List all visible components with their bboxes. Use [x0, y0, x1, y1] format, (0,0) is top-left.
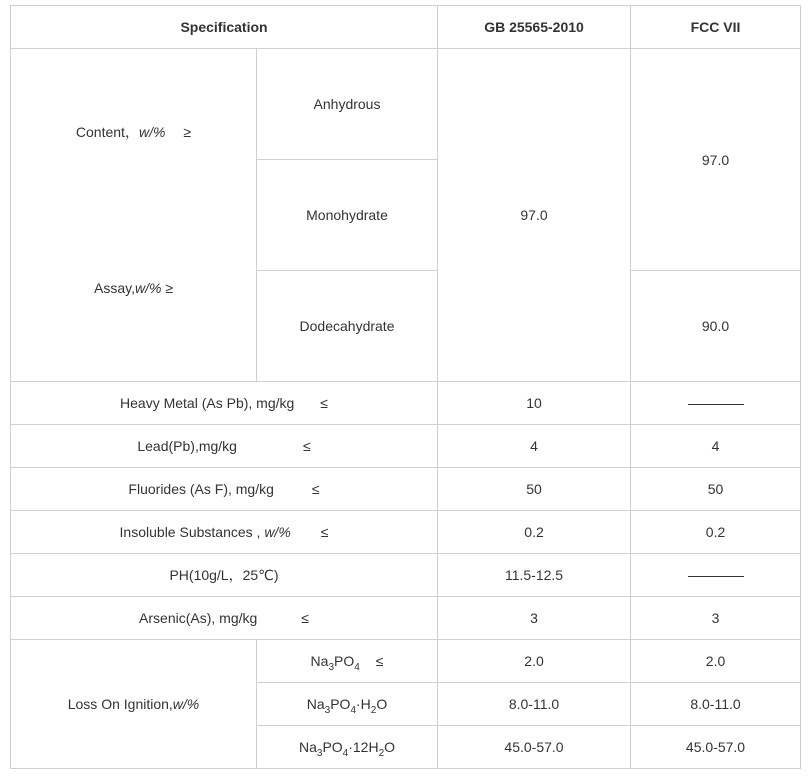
ph-label: PH(10g/L，25℃)	[11, 554, 438, 597]
heavy-metal-gb: 10	[438, 382, 631, 425]
loi-label: Loss On Ignition,w/%	[11, 640, 257, 769]
row-insoluble	[11, 511, 801, 554]
heavy-metal-label: Heavy Metal (As Pb), mg/kg ≤	[11, 382, 438, 425]
insoluble-gb: 0.2	[438, 511, 631, 554]
header-gb: GB 25565-2010	[438, 6, 631, 49]
content-row-anhydrous	[11, 49, 801, 160]
arsenic-fcc: 3	[631, 597, 801, 640]
assay-label: Assay,w/% ≥	[93, 280, 173, 296]
loi-form-3: $Na_3PO_4\cdot 12H_2O$	[257, 726, 438, 769]
content-fcc-value-1: 97.0	[631, 49, 801, 271]
content-label: Content，w/% ≥	[75, 124, 192, 140]
ph-fcc	[631, 554, 801, 597]
row-heavy-metal	[11, 382, 801, 425]
insoluble-fcc: 0.2	[631, 511, 801, 554]
dash-mark	[688, 576, 744, 577]
fluorides-label: Fluorides (As F), mg/kg ≤	[11, 468, 438, 511]
form-dodecahydrate: Dodecahydrate	[257, 271, 438, 382]
loi-3-gb: 45.0-57.0	[438, 726, 631, 769]
loi-2-fcc: 8.0-11.0	[631, 683, 801, 726]
loi-form-1: $Na_3PO_4$ ≤	[257, 640, 438, 683]
content-gb-value: 97.0	[438, 49, 631, 382]
arsenic-gb: 3	[438, 597, 631, 640]
loi-2-gb: 8.0-11.0	[438, 683, 631, 726]
form-monohydrate: Monohydrate	[257, 160, 438, 271]
header-fcc: FCC VII	[631, 6, 801, 49]
row-fluorides	[11, 468, 801, 511]
lead-gb: 4	[438, 425, 631, 468]
row-ph	[11, 554, 801, 597]
content-label-cell	[11, 49, 257, 382]
ph-gb: 11.5-12.5	[438, 554, 631, 597]
header-row	[11, 6, 801, 49]
heavy-metal-fcc	[631, 382, 801, 425]
insoluble-label: Insoluble Substances , w/% ≤	[11, 511, 438, 554]
form-anhydrous: Anhydrous	[257, 49, 438, 160]
row-lead	[11, 425, 801, 468]
loi-3-fcc: 45.0-57.0	[631, 726, 801, 769]
row-arsenic	[11, 597, 801, 640]
loi-1-gb: 2.0	[438, 640, 631, 683]
fluorides-gb: 50	[438, 468, 631, 511]
content-fcc-value-2: 90.0	[631, 271, 801, 382]
loi-form-2: $Na_3PO_4\cdot H_2O$	[257, 683, 438, 726]
lead-label: Lead(Pb),mg/kg ≤	[11, 425, 438, 468]
header-specification: Specification	[11, 6, 438, 49]
lead-fcc: 4	[631, 425, 801, 468]
dash-mark	[688, 404, 744, 405]
fluorides-fcc: 50	[631, 468, 801, 511]
row-loi-anhydrous	[11, 640, 801, 683]
loi-1-fcc: 2.0	[631, 640, 801, 683]
specification-table	[10, 5, 801, 769]
arsenic-label: Arsenic(As), mg/kg ≤	[11, 597, 438, 640]
